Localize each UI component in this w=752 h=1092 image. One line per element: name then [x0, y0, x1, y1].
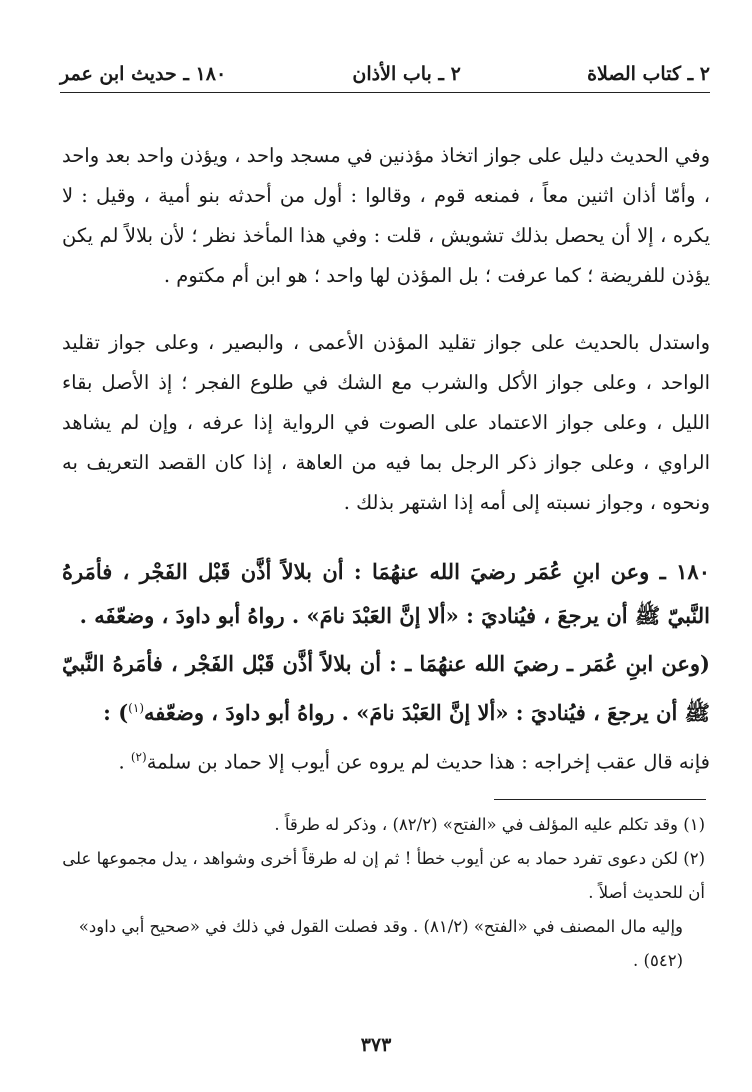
commentary-paragraph-3-end: . [118, 750, 131, 774]
page-number: ٣٧٣ [360, 1034, 392, 1056]
commentary-paragraph-2: واستدل بالحديث على جواز تقليد المؤذن الأعمى ، والبصير ، وعلى جواز تقليد الواحد ، وعلى جواز الأكل والشرب مع الشك في طلوع الفجر ؛ إذ الأصل بقاء الليل ، وعلى جواز الاعتماد على الصوت في الرواية إذا عرفه ، وإن لم يشاهد الراوي ، وعلى جواز ذكر الرجل بما فيه من العاهة ، إذا كان القصد التعريف به ونحوه ، وجواز نسبته إلى أمه إذا اشتهر بذلك . [62, 331, 710, 514]
footnote-ref-1[interactable]: (١) [128, 701, 144, 715]
footnotes [50, 808, 705, 978]
header-chapter-title: ٢ ـ باب الأذان [352, 63, 461, 85]
footnote-1: (١) وقد تكلم عليه المؤلف في «الفتح» (٨٢/٢) ، وذكر له طرقاً . [274, 815, 705, 834]
hadith-quoted-close: ) : [103, 700, 129, 725]
header-hadith-title: ١٨٠ ـ حديث ابن عمر [60, 63, 227, 85]
hadith-text: ١٨٠ ـ وعن ابنِ عُمَر رضيَ الله عنهُمَا : أن بلالاً أذَّن قَبْل الفَجْر ، فأمَرهُ النَّبيّ ﷺ أن يرجعَ ، فيُناديَ : «ألا إنَّ العَبْدَ نامَ» . رواهُ أبو داودَ ، وضعّفَه . [62, 559, 710, 628]
running-header [60, 56, 710, 93]
hadith-quoted-text [62, 642, 740, 735]
commentary-paragraph-3-body: فإنه قال عقب إخراجه : هذا حديث لم يروه عن أيوب إلا حماد بن سلمة [146, 750, 710, 774]
footnote-divider [494, 799, 706, 800]
hadith-quoted-body: (وعن ابنِ عُمَر ـ رضيَ الله عنهُمَا ـ : أن بلالاً أذَّن قَبْل الفَجْر ، فأمَرهُ النَّبيّ ﷺ أن يرجعَ ، فيُناديَ : «ألا إنَّ العَبْدَ نامَ» . رواهُ أبو داودَ ، وضعّفه [62, 651, 710, 725]
footnote-ref-2[interactable]: (٢) [130, 750, 147, 764]
footnote-2-continued: وإليه مال المصنف في «الفتح» (٨١/٢) . وقد فصلت القول في ذلك في «صحيح أبي داود» (٥٤٢) . [78, 917, 683, 970]
commentary-paragraph-3 [62, 737, 740, 783]
header-book-title: ٢ ـ كتاب الصلاة [587, 63, 710, 85]
footnote-2: (٢) لكن دعوى تفرد حماد به عن أيوب خطأ ! ثم إن له طرقاً أخرى وشواهد ، يدل مجموعها على أن للحديث أصلاً . [62, 849, 705, 902]
commentary-paragraph-1: وفي الحديث دليل على جواز اتخاذ مؤذنين في مسجد واحد ، ويؤذن واحد بعد واحد ، وأمّا أذان اثنين معاً ، فمنعه قوم ، وقالوا : أول من أحدثه بنو أمية ، وقيل : لا يكره ، إلا أن يحصل بذلك تشويش ، قلت : وفي هذا المأخذ نظر ؛ لأن بلالاً لم يكن يؤذن للفريضة ؛ كما عرفت ؛ بل المؤذن لها واحد ؛ هو ابن أم مكتوم . [62, 144, 710, 287]
